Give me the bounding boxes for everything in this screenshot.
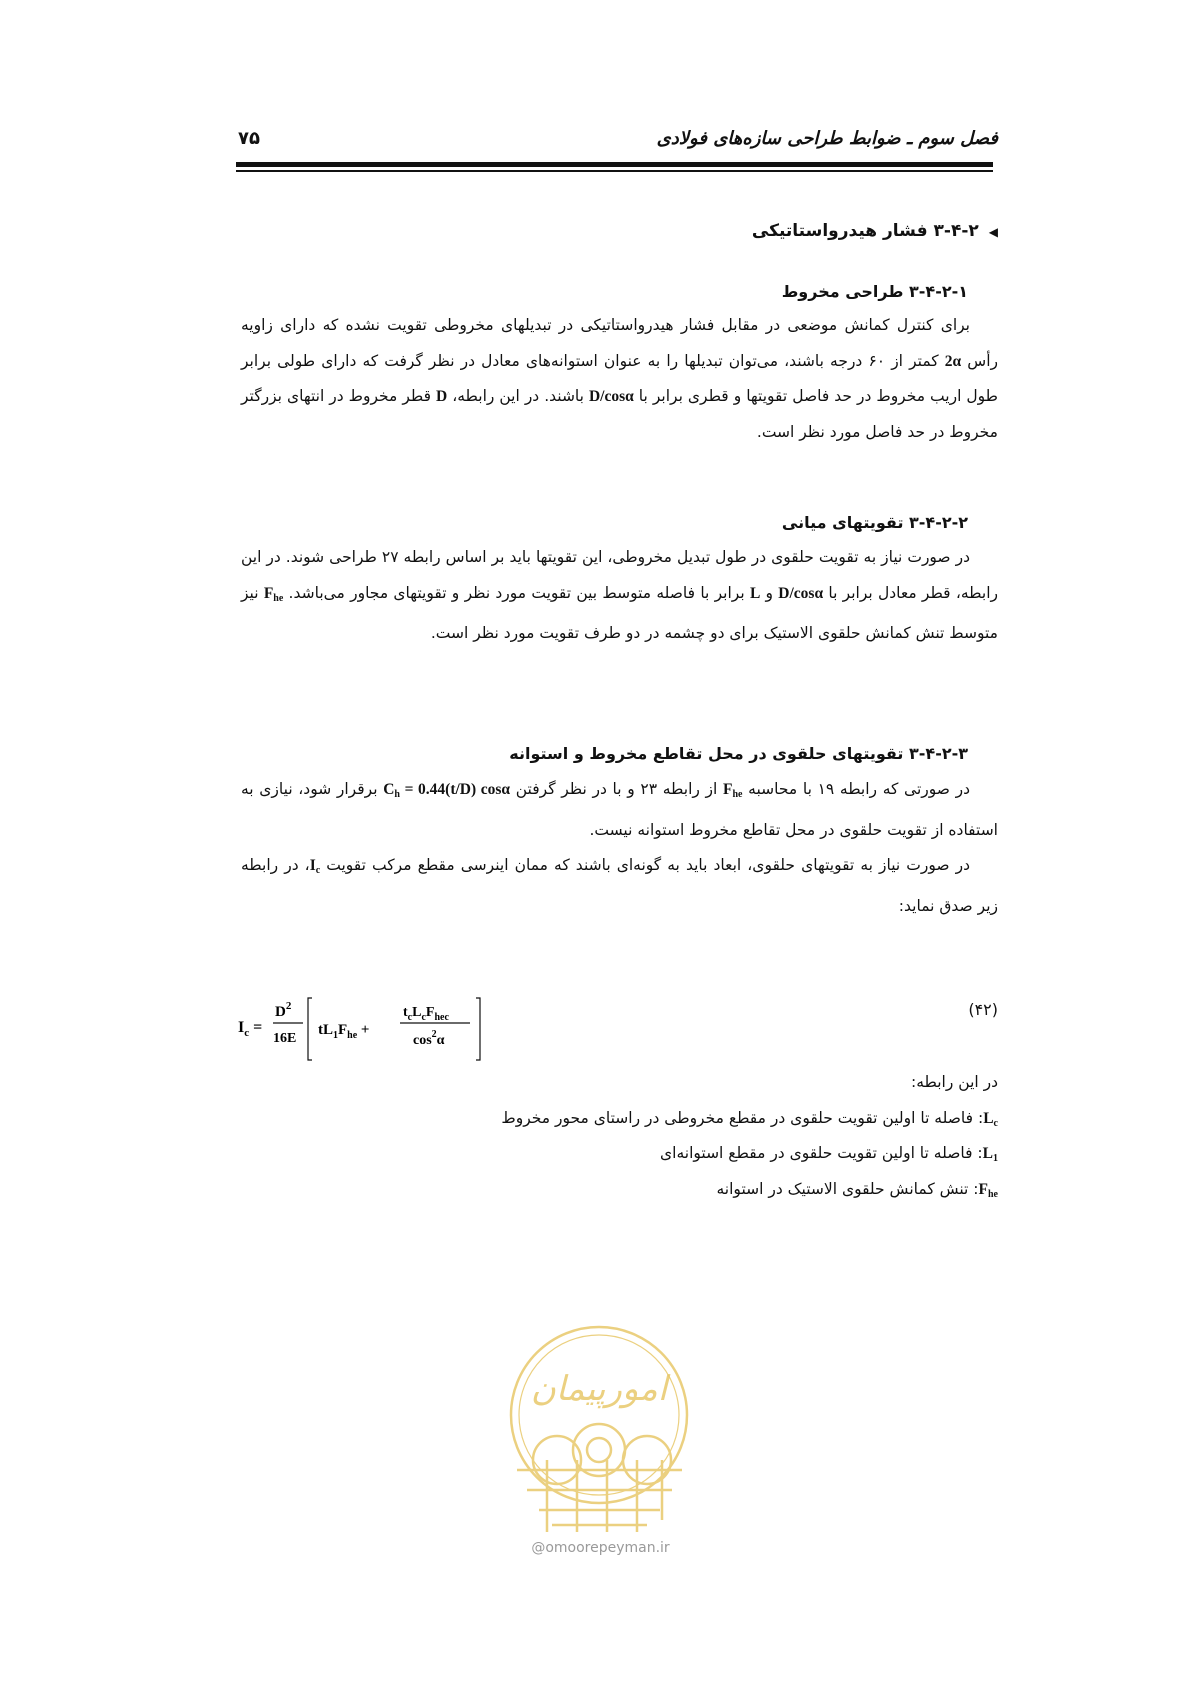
subsection-heading-1: ۳-۴-۲-۱ طراحی مخروط [781,282,968,301]
definition-item: $F_{he}$: تنش کمانش حلقوی الاستیک در استوانه [716,1180,998,1200]
formula-inner-numerator: $t_cL_cF_{hec}$ [403,1005,449,1023]
subsection-heading-2: ۳-۴-۲-۲ تقویتهای میانی [781,513,968,532]
formula-numerator: $D^2$ [275,1000,292,1020]
formula-term1: $tL_1F_{he}$ + [318,1022,370,1041]
formula-right-bracket [476,998,480,1060]
page-number: ۷۵ [238,128,260,149]
watermark-url: @omoorepeyman.ir [531,1540,670,1556]
equation-number: (۴۲) [968,1000,998,1019]
definitions-intro: در این رابطه: [910,1073,998,1091]
formula-inner-denominator: $\cos^2\alpha$ [413,1029,445,1048]
at-icon: @ [531,1540,546,1556]
formula-lhs: $I_c$ = [238,1019,263,1039]
paragraph-cone-design: برای کنترل کمانش موضعی در مقابل فشار هیدرواستاتیکی در تبدیلهای مخروطی تقویت نشده که دارای زاویه رأس 2α کمتر از ۶۰ درجه باشند، می‌توان تبدیلها را به عنوان استوانه‌های معادل در نظر گرفت که دارای طولی برابر طول اریب مخروط در حد فاصل تقویتها و قطری برابر با D/cosα باشند. در این رابطه، D قطر مخروط در انتهای بزرگتر مخروط در حد فاصل مورد نظر است. [241,316,998,441]
formula-42 [238,990,488,1070]
definition-item: $L_c$: فاصله تا اولین تقویت حلقوی در مقطع مخروطی در راستای محور مخروط [501,1109,998,1129]
header-rule-thick [236,162,993,167]
triangle-bullet-icon: ◀ [988,225,998,239]
watermark-logo [487,1320,712,1535]
paragraph-junction-stiffeners: در صورتی که رابطه ۱۹ با محاسبه $F_{he}$ از رابطه ۲۳ و با در نظر گرفتن $C_h = 0.44(t/D)$ cosα برقرار شود، نیازی به استفاده از تقویت حلقوی در محل تقاطع مخروط استوانه نیست. در صورت نیاز به تقویتهای حلقوی، ابعاد باید به گونه‌ای باشند که ممان اینرسی مقطع مرکب تقویت $I_c،$ در رابطه زیر صدق نماید: [241,780,998,915]
section-heading [752,221,998,241]
section-number: ۳-۴-۲ [933,221,979,241]
formula-denominator: 16E [273,1031,297,1046]
subsection-heading-3: ۳-۴-۲-۳ تقویتهای حلقوی در محل تقاطع مخروط و استوانه [509,744,968,763]
watermark-logo-text: امورپیمان [530,1369,668,1409]
definition-item: $L_1$: فاصله تا اولین تقویت حلقوی در مقطع استوانه‌ای [660,1144,998,1164]
section-title: فشار هیدرواستاتیکی [751,221,928,241]
chapter-title: فصل سوم ـ ضوابط طراحی سازه‌های فولادی [656,128,998,149]
paragraph-intermediate-stiffeners: در صورت نیاز به تقویت حلقوی در طول تبدیل مخروطی، این تقویتها باید بر اساس رابطه ۲۷ طراحی شوند. در این رابطه، قطر معادل برابر با D/cosα و L برابر با فاصله متوسط بین تقویت مورد نظر و تقویتهای مجاور می‌باشد. $F_{he}$ نیز متوسط تنش کمانش حلقوی الاستیک برای دو چشمه در دو طرف تقویت مورد نظر است. [241,548,998,642]
formula-left-bracket [308,998,312,1060]
header-rule-thin [236,170,993,172]
